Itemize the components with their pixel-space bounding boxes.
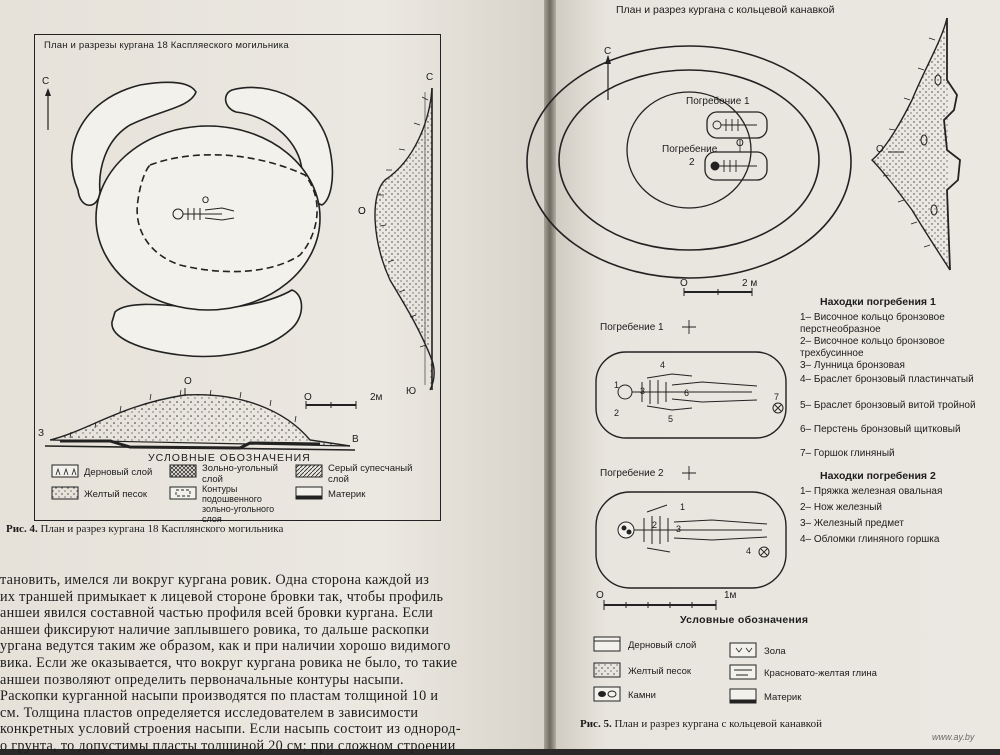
legend-red-clay: Красновато-желтая глина [764,668,877,679]
right-north-label: С [604,46,612,57]
plan1-num: 2 [614,408,620,418]
body-line: их траншей примыкает к лицевой стороне бровки так, чтобы профиль [0,588,444,605]
figure-5-title: План и разрез кургана с кольцевой канавкой [616,4,835,16]
find-item: 7– Горшок глиняный [800,448,895,459]
find-item: 3– Лунница бронзовая [800,360,905,371]
figure-4-title: План и разрезы кургана 18 Каспляеского могильника [44,40,289,51]
figure-4-caption [6,523,283,535]
right-zero-label: О [876,144,884,155]
find-item: 3– Железный предмет [800,518,904,529]
body-line: см. Толщина пластов определяется исследователем в зависимости [0,704,419,721]
plan1-num: 6 [684,388,690,398]
scale1-zero: О [680,278,688,289]
section-east-label: В [352,434,359,445]
plan2-num: 2 [652,520,658,530]
plan2-num: 3 [676,524,682,534]
body-line: аншеи явился составной частью профиля всей бровки кургана. Если [0,605,434,622]
figure-5-caption-prefix: Рис. 5. [580,718,612,730]
scale-end-label: 2м [370,392,383,403]
section-south-label: Ю [406,386,417,397]
find-item: 6– Перстень бронзовый щитковый [800,424,961,435]
figure-4-caption-prefix: Рис. 4. [6,523,38,535]
legend-ash: Зольно-угольный слой [202,463,278,485]
plan1-num: 4 [660,360,666,370]
plan1-num: 3 [640,386,646,396]
finds-1-title: Находки погребения 1 [820,296,936,308]
svg-text:О: О [202,195,210,205]
burial-2-label: Погребение [662,144,718,155]
body-text [0,572,468,755]
find-item: 2– Височное кольцо бронзовое трехбусинное [800,336,945,359]
legend-sod: Дерновый слой [628,640,697,651]
body-line: аншеи фиксируют наличие заплывшего ровика, то дальше раскопки [0,621,430,638]
north-label: С [42,76,50,87]
legend-contours: Контуры подошвенного зольно-угольного слоя [202,484,275,524]
legend-stones: Камни [628,690,656,701]
find-item: 1– Височное кольцо бронзовое перстнеобразное [800,312,945,335]
burial-2-number: 2 [689,157,695,168]
legend-yellow-sand: Желтый песок [628,666,692,677]
plan2-num: 1 [680,502,686,512]
body-line: о грунта, то допустимы пласты толщиной 20 см; при сложном строении [0,737,456,754]
legend-bedrock: Материк [328,489,366,500]
scale2-end: 1м [724,590,737,601]
plan-1-title: Погребение 1 [600,322,664,333]
body-line: вика. Если же оказывается, что вокруг кургана ровика не было, то такие [0,654,458,671]
legend-yellow-sand: Желтый песок [84,489,148,500]
scale-zero-label: О [304,392,312,403]
watermark: www.ay.by [932,732,975,742]
body-line: тановить, имелся ли вокруг кургана ровик. Одна сторона каждой из [0,572,430,588]
legend-ash: Зола [764,646,786,657]
figure-4-caption-text: План и разрез кургана 18 Касплянского могильника [40,523,284,535]
scale2-zero: О [596,590,604,601]
body-line: конкретных условий строения насыпи. Если насыпь состоит из однород- [0,721,461,738]
plan2-num: 4 [746,546,752,556]
plan1-num: 5 [668,414,674,424]
find-item: 4– Браслет бронзовый пластинчатый [800,374,974,385]
figure-5-caption-text: План и разрез кургана с кольцевой канавкой [614,718,822,730]
burial-1-label: Погребение 1 [686,96,750,107]
body-line: Раскопки курганной насыпи производятся по пластам толщиной 10 и [0,688,439,705]
legend-gray-sand: Серый супесчаный слой [328,463,413,485]
section-west-label: З [38,428,45,439]
burial-2-zero: О [736,138,744,149]
find-item: 5– Браслет бронзовый витой тройной [800,400,976,411]
find-item: 2– Нож железный [800,502,883,513]
plan1-num: 7 [774,392,780,402]
kurgan-18-plan-drawing [0,0,548,520]
section-north-label: С [426,72,434,83]
legend-title: УСЛОВНЫЕ ОБОЗНАЧЕНИЯ [148,452,311,464]
legend-sod: Дерновый слой [84,467,153,478]
body-line: ургана ведутся таким же образом, как и при наличии хорошо видимого [0,638,451,655]
legend-bedrock: Материк [764,692,802,703]
find-item: 1– Пряжка железная овальная [800,486,943,497]
plan-2-title: Погребение 2 [600,468,664,479]
svg-text:О: О [358,206,366,217]
find-item: 4– Обломки глиняного горшка [800,534,940,545]
scale1-end: 2 м [742,278,758,289]
right-legend-title: Условные обозначения [680,614,809,626]
section-zero-label: О [184,376,192,387]
plan1-num: 1 [614,380,620,390]
finds-2-title: Находки погребения 2 [820,470,936,482]
figure-5-caption [580,718,822,730]
body-line: аншеи позволяют определить первоначальные контуры насыпи. [0,671,404,688]
